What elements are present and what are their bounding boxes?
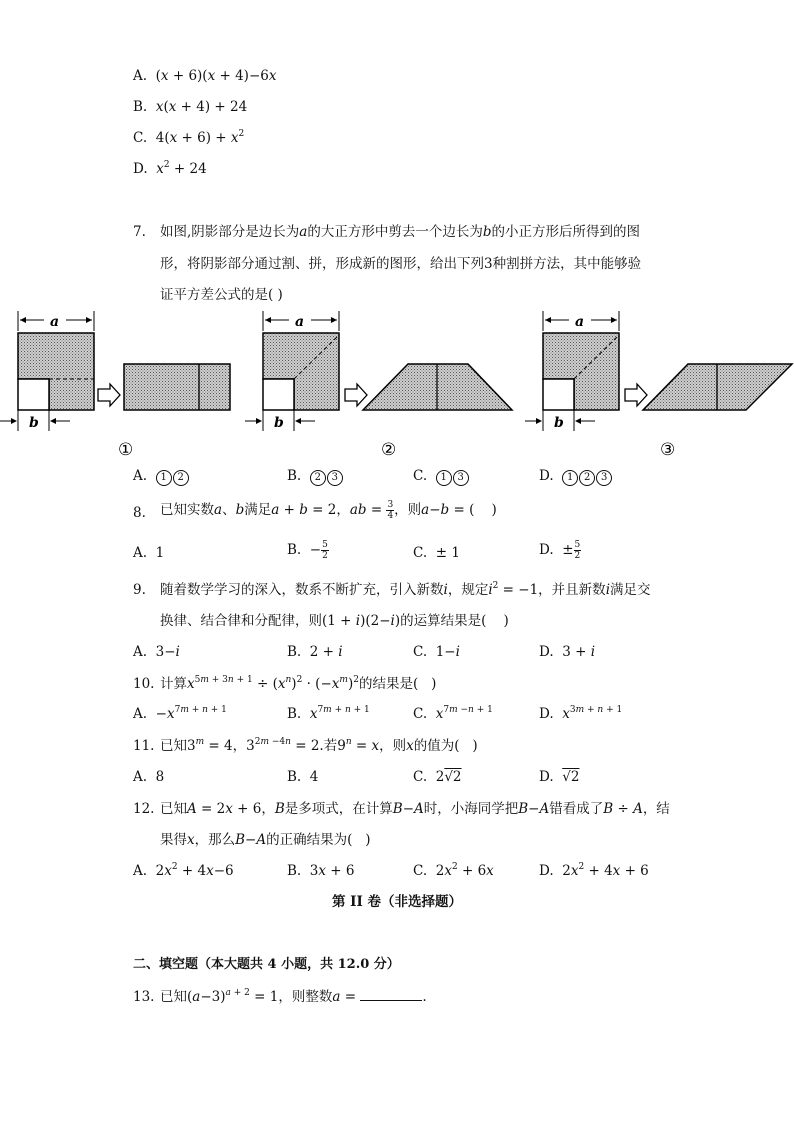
- label-a: a: [50, 314, 60, 330]
- q11-stem: 已知$3^m = 4$，$3^{2m -4n} = 2$.若$9^n = x$，则x的值为( ): [160, 737, 478, 754]
- q10-number: 10.: [133, 676, 155, 692]
- q9-line2: 换律、结合律和分配律，则(1 + i)(2−i)的运算结果是( ): [160, 613, 509, 629]
- q7-line2: 形，将阴影部分通过割、拼，形成新的图形，给出下列3种割拼方法，其中能够验: [160, 256, 642, 272]
- q7-figure: [0, 303, 794, 463]
- q13-number: 13.: [133, 989, 155, 1005]
- q6-option-b: B. x(x + 4) + 24: [133, 99, 248, 115]
- q9-option-c: C. 1−i: [413, 644, 460, 660]
- q8-option-c: C. ± 1: [413, 545, 460, 561]
- label-a-2: a: [295, 314, 305, 330]
- q7-option-b: B. 2 3: [287, 466, 344, 486]
- q7-option-a: A. 1 2: [133, 466, 190, 486]
- label-b-3: b: [554, 415, 564, 431]
- q9-option-b: B. 2 + i: [287, 644, 343, 660]
- section2-title: 二、填空题（本大题共 4 小题，共 12.0 分）: [133, 957, 400, 972]
- q8-option-a: A. 1: [133, 545, 165, 561]
- q8-fraction: $\frac{3}{4}$: [387, 500, 394, 521]
- q6-option-a: A. (x + 6)(x + 4)−6x: [133, 68, 277, 84]
- q8-number: 8.: [133, 505, 146, 521]
- q9-option-a: A. 3−i: [133, 644, 180, 660]
- q8-option-d: D. ± $\frac{5}{2}$: [539, 540, 581, 561]
- q10-stem: 计算$x^{5m + 3n + 1} \div (x^n)^2 \cdot (-x^m)^2$的结果是( ): [160, 675, 437, 692]
- label-a-3: a: [575, 314, 585, 330]
- q10-option-a: A. $-x^{7m + n + 1}$: [133, 705, 227, 722]
- fig3-number: ③: [660, 440, 676, 460]
- q11-option-d: D. √2: [539, 769, 580, 785]
- q11-option-a: A. 8: [133, 769, 165, 785]
- q11-number: 11.: [133, 738, 155, 754]
- q12-option-b: B. 3x + 6: [287, 863, 355, 879]
- fig1-number: ①: [118, 440, 134, 460]
- q8-stem: 已知实数a、b满足a + b = 2，ab = $\frac{3}{4}$ ，则a−b = ( ): [160, 500, 497, 521]
- q8-option-b: B. − $\frac{5}{2}$: [287, 540, 328, 561]
- q10-option-b: B. $x^{7m + n + 1}$: [287, 705, 370, 722]
- q13-stem: 已知$(a-3)^{a + 2} = 1$，则整数a = .: [160, 988, 427, 1005]
- q7-line1: 如图,阴影部分是边长为a的大正方形中剪去一个边长为b的小正方形后所得到的图: [160, 224, 641, 240]
- label-b-2: b: [274, 415, 284, 431]
- q9-number: 9.: [133, 582, 146, 598]
- q9-option-d: D. 3 + i: [539, 644, 596, 660]
- q10-option-c: C. $x^{7m -n + 1}$: [413, 705, 493, 722]
- q7-line3: 证平方差公式的是( ): [160, 287, 283, 303]
- q12-option-d: D. $2x^2 + 4x + 6$: [539, 862, 649, 879]
- q7-option-d: D. 1 2 3: [539, 466, 613, 486]
- q12-option-a: A. $2x^2 + 4x-6$: [133, 862, 234, 879]
- q7-option-c: C. 1 3: [413, 466, 470, 486]
- figure-2: [245, 311, 512, 460]
- q6-option-c: C. $4(x + 6) + x^2$: [133, 129, 245, 146]
- q10-option-d: D. $x^{3m + n + 1}$: [539, 705, 623, 722]
- q13-answer-blank: [360, 988, 422, 1001]
- q11-option-b: B. 4: [287, 769, 319, 785]
- q12-option-c: C. $2x^2 + 6x$: [413, 862, 494, 879]
- figure-1: [0, 311, 230, 460]
- q9-line1: 随着数学学习的深入，数系不断扩充，引入新数i，规定$i^2 = -1$，并且新数i满足交: [160, 581, 651, 598]
- label-b: b: [29, 415, 39, 431]
- figure-3: [525, 311, 792, 460]
- q6-option-d: D. $x^2 + 24$: [133, 160, 207, 177]
- q12-line1: 已知A = 2x + 6，B是多项式，在计算B−A时，小海同学把B−A错看成了B ÷ A，结: [160, 801, 670, 817]
- q11-option-c: C. 2√2: [413, 769, 462, 785]
- q12-line2: 果得x，那么B−A的正确结果为( ): [160, 832, 371, 848]
- q12-number: 12.: [133, 801, 155, 817]
- fig2-number: ②: [381, 440, 397, 460]
- part2-title: 第 II 卷（非选择题）: [331, 894, 463, 910]
- q7-number: 7.: [133, 224, 146, 240]
